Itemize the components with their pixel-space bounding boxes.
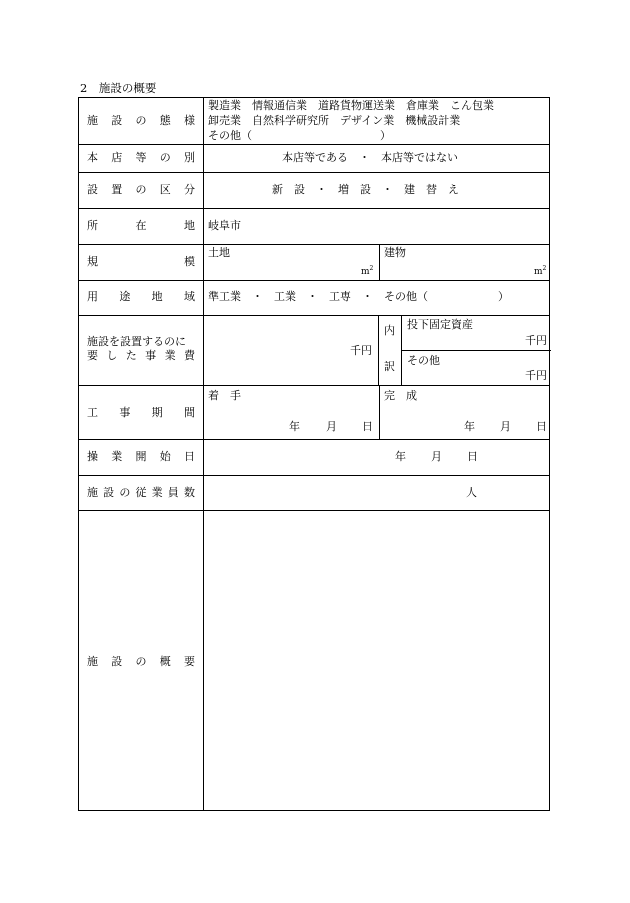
fixed-assets-label: 投下固定資産 bbox=[407, 318, 473, 331]
facility-type-other-close: ） bbox=[380, 129, 391, 142]
start-day: 日 bbox=[362, 420, 373, 433]
land-label: 土地 bbox=[208, 246, 230, 259]
head-office-options: 本店等である ・ 本店等ではない bbox=[282, 151, 458, 164]
label-facility-overview: 施 設 の 概 要 bbox=[87, 655, 195, 668]
row-divider bbox=[79, 385, 549, 386]
facility-overview-table bbox=[78, 97, 550, 811]
row-divider bbox=[79, 439, 549, 440]
cost-breakdown-row-divider bbox=[401, 350, 551, 351]
label-column-divider bbox=[203, 98, 204, 811]
project-cost-unit: 千円 bbox=[350, 344, 372, 357]
building-label: 建物 bbox=[384, 246, 406, 259]
row-divider bbox=[79, 280, 549, 281]
location-value: 岐阜市 bbox=[208, 219, 241, 232]
facility-type-other-open: その他（ bbox=[208, 129, 252, 142]
zoning-options: 準工業 ・ 工業 ・ 工専 ・ その他（ bbox=[208, 290, 428, 303]
label-installation-type: 設 置 の 区 分 bbox=[87, 183, 195, 196]
facility-type-options-line2: 卸売業 自然科学研究所 デザイン業 機械設計業 bbox=[208, 114, 461, 127]
end-year: 年 bbox=[464, 420, 475, 433]
label-project-cost-line2: 要 し た 事 業 費 bbox=[87, 349, 195, 362]
breakdown-char-1: 内 bbox=[384, 324, 395, 337]
label-zoning: 用 途 地 域 bbox=[87, 290, 195, 303]
row-divider bbox=[79, 510, 549, 511]
end-day: 日 bbox=[536, 420, 547, 433]
zoning-other-close: ） bbox=[498, 290, 509, 303]
facility-type-options-line1: 製造業 情報通信業 道路貨物運送業 倉庫業 こん包業 bbox=[208, 99, 494, 112]
fixed-assets-unit: 千円 bbox=[525, 334, 547, 347]
end-month: 月 bbox=[500, 420, 511, 433]
breakdown-char-2: 訳 bbox=[384, 360, 395, 373]
label-head-office: 本 店 等 の 別 bbox=[87, 151, 195, 164]
start-year: 年 bbox=[289, 420, 300, 433]
construction-end-label: 完 成 bbox=[384, 389, 417, 402]
other-cost-label: その他 bbox=[407, 354, 440, 367]
op-start-month: 月 bbox=[431, 450, 442, 463]
row-divider bbox=[79, 475, 549, 476]
construction-start-label: 着 手 bbox=[208, 389, 241, 402]
label-employees: 施 設 の 従 業 員 数 bbox=[87, 486, 195, 499]
label-operation-start: 操 業 開 始 日 bbox=[87, 450, 195, 463]
label-project-cost-line1: 施設を設置するのに bbox=[87, 335, 186, 348]
land-unit: $m^2$ bbox=[361, 265, 374, 277]
period-divider bbox=[379, 385, 380, 439]
row-divider bbox=[79, 172, 549, 173]
op-start-day: 日 bbox=[467, 450, 478, 463]
op-start-year: 年 bbox=[395, 450, 406, 463]
other-cost-unit: 千円 bbox=[525, 369, 547, 382]
label-facility-type: 施 設 の 態 様 bbox=[87, 114, 195, 127]
section-title: 2 施設の概要 bbox=[80, 81, 157, 95]
facility-overview-field[interactable] bbox=[209, 518, 539, 798]
cost-divider bbox=[378, 315, 379, 385]
installation-type-options: 新 設 ・ 増 設 ・ 建 替 え bbox=[272, 183, 459, 196]
row-divider bbox=[79, 315, 549, 316]
label-location: 所 在 地 bbox=[87, 219, 195, 232]
row-divider bbox=[79, 244, 549, 245]
row-divider bbox=[79, 144, 549, 145]
label-project-cost bbox=[87, 335, 195, 363]
label-construction-period: 工 事 期 間 bbox=[87, 406, 195, 419]
employees-unit: 人 bbox=[466, 486, 477, 499]
scale-divider bbox=[379, 244, 380, 280]
label-scale: 規 模 bbox=[87, 255, 195, 268]
building-unit: $m^2$ bbox=[534, 265, 547, 277]
start-month: 月 bbox=[326, 420, 337, 433]
row-divider bbox=[79, 208, 549, 209]
